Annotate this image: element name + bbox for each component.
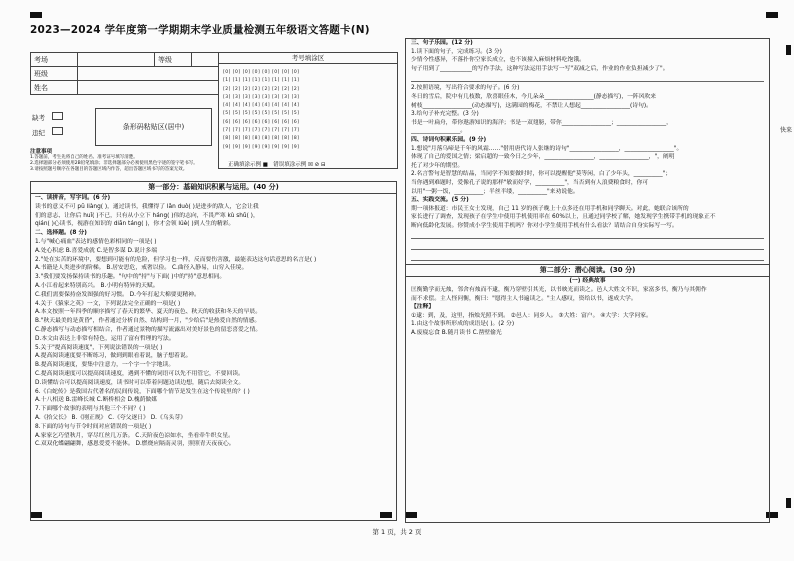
q3-line-9: 书是一叶扁舟，带你遨游知识的海洋；书是一双翅膀，带你_________________；_________________，	[411, 119, 672, 126]
barcode-label: 条形码粘贴区(居中)	[122, 123, 185, 131]
q2-line-15: B.提高阅读速度，要集中注意力，一个字一个字地读。	[35, 362, 175, 369]
q2-line-18: 6.《白蛇传》是我国古代著名的民间传说，下面哪个情节是发生在这个传说里的？( )	[35, 388, 250, 395]
reading-line-2: 而不求偿。主人怪问衡，衡曰："愿得主人书遍读之。"主人感叹，资给以书，遂成大学。	[411, 295, 637, 302]
q3-line-6: 冬日的雪后，院中有几枝数，欣喜眼佳木，今几朵朵_________________(静态描写)，一阵风吹来	[411, 93, 657, 100]
label-exam-room: 考场	[31, 53, 78, 67]
notes-heading: 【注释】	[411, 304, 435, 311]
reading-line-5: A.废寝忘食 B.随月读书 C.凿壁偷光	[411, 330, 502, 337]
field-class[interactable]	[78, 67, 219, 81]
q2-line-21: A.《拾父长》 B.《刚正规》 C.《夸父逐日》 D.《乌头芽》	[35, 414, 186, 421]
exam-number-bubbles[interactable]: [0] [0] [0] [0] [0] [0] [0] [0] [1] [1] [1] [1] [1] [1] [1] [1] [2] [2] [2] [2] [2] [2] [2] [2] [3] [3] [3] [3] [3] [3] [3] [3] [4] [4] [4] [4] [4] [4] [4] [4] [5] [5] [5] [5] [5] [5] [5] [5] [6] [6] [6] [6] [6] [6] [6] [6] [7] [7] [7] [7] [7] [7] [7] [7] [8] [8] [8] [8] [8] [8] [8] [8] [9] [9] [9] [9] [9] [9] [9] [9]	[223, 70, 300, 150]
q2-line-10: B."秋天最美的是黄昏"，作者通过分析自然、结构到一月，"少给后"是热爱自然的情感。	[35, 318, 261, 325]
part-one-title: 第一部分：基础知识积累与运用。(40 分)	[31, 182, 396, 194]
label-absent: 缺考	[32, 114, 45, 122]
reading-line-4: 1.由这个故事所形成的成语是( )。(2 分)	[411, 321, 515, 328]
q2-line-7: C.我们需要保持奋发图强的好习惯。 D.今年打起大棉要更精神。	[35, 291, 200, 298]
notes-title: 注意事项	[30, 149, 53, 155]
violation-checkbox[interactable]	[52, 127, 63, 135]
margin-note: 快来	[780, 127, 793, 134]
q2-line-12: D.本文由表达上非常有特色，运用了富有哲理的写法。	[35, 335, 175, 342]
part-two-title: 第二部分：潜心阅读。(30 分)	[406, 264, 769, 277]
q2-line-16: C.提高阅读速度可以提高阅读速度，遇到不懂的词语可以先不用管它，不要回读。	[35, 370, 244, 377]
exam-number-header: 考号填涂区	[219, 53, 397, 64]
q2-line-1: 1.与"喊心痛血"表达的感情色彩相同的一项是( )	[35, 238, 157, 245]
q4-line-4: 2.名言警句是智慧的结晶，当同学不知要做时时，你可以提醒他"莫等闲，白了少年头，__________"；	[411, 171, 672, 178]
notes-3: 3.请按照题号顺序在各题目的答题区域内作答，超出答题区域书写的答案无效。	[30, 167, 188, 172]
label-violation: 违纪	[32, 129, 45, 137]
side-mark-bottom-r	[786, 498, 791, 508]
q2-line-3: 2."处在实苦的环境中，要想到可能有的危险，但学习也一样，反而要伤害激，最能表达这句话意思的名言是( )	[35, 256, 317, 263]
answer-line[interactable]	[411, 241, 764, 250]
field-exam-room[interactable]	[78, 53, 155, 67]
q3-line-5: 2.按照语境，写出符合要求的句子。(6 分)	[411, 85, 520, 92]
q3-heading: 三、句子乐园。(12 分)	[411, 40, 473, 46]
q1-heading: 一、读拼音，写字词。(6 分)	[35, 195, 111, 201]
q2-line-14: A.提高阅读速度要不断练习，做到到眼看着说，脑子想着说。	[35, 353, 192, 360]
q5-line-2: 家长进行了调查，发现孩子在学生中使用手机使用率在 60%以上，且通过同学校了解，她发现学生携带手机的现象正不	[411, 214, 716, 221]
label-class: 班级	[31, 67, 78, 81]
q2-line-19: A.十八相送 B.雷峰长城 C.断桥相会 D.槐荫做媒	[35, 397, 158, 404]
side-mark-top-r	[786, 45, 791, 55]
right-column	[405, 38, 770, 523]
q3-line-2: 少情今性感异，不落扑你空家长成立，也不该撞入麻烦材料吃饱饿。	[411, 57, 585, 64]
q3-line-1: 1.读下面的句子，完成练习。(3 分)	[411, 48, 502, 55]
reading-line-1: 匡衡勤学而无烛，邻舍有烛而不逮，衡乃穿壁引其光，以书映光而读之。邑人大姓文不识，家富多书，衡乃与其佣作	[411, 287, 707, 294]
q4-line-2: 体现了自己的爱国之情；梁启超的一致今日之少年，_________________，_________________，"，阐明	[411, 154, 675, 161]
q4-line-1: 1.想说"月落乌啼是千年的风霜……"借用唐代诗人张继的诗句"_________________，_________________"。	[411, 145, 683, 152]
corner-mark-tl	[30, 12, 42, 18]
q1-line-1: 读书的意义不可 pū liàng( )，通过读书，我懂得了 lǎn duò( )是进步的敌人，它会让我	[35, 203, 259, 210]
notes-2: 2.选择题部分必须使用2B铅笔填涂；非选择题部分必须使用黑色字迹的签字笔书写。	[30, 161, 198, 166]
q3-line-7: 树枝_________________(动态描写)，这满园的梅花，不禁让人想起_________________(诗句)。	[411, 102, 652, 109]
notes	[30, 149, 215, 173]
q3-line-3: 句子用到了___________的写作手法，这种写法运用手法写一写"双减之后，作业的作业负担减少了"。	[411, 65, 669, 72]
q5-line-3: 断向低龄化发展。你赞成小学生使用手机吗？你对小学生使用手机有什么看法？请结合自身实际写一写。	[411, 222, 678, 229]
reading-one-title: (一) 经典故事	[569, 278, 606, 285]
exam-number-box	[218, 52, 398, 169]
q5-line-1: 期一项体报道：市民王女士发现，自己 11 岁的孩子晚上十点多还在用手机和同学聊天。对此，她联合该所的	[411, 205, 689, 212]
q2-heading: 二、选择题。(8 分)	[35, 230, 87, 237]
q4-line-6: 以用"一粥一饭，__________；半丝半缕，__________"来劝说他。	[411, 188, 579, 195]
fill-demo: 正确填涂示例 ■ 错误填涂示例 ☒ ⊘ ⊟	[228, 162, 326, 168]
answer-line[interactable]	[411, 252, 764, 261]
absent-checkbox[interactable]	[52, 112, 63, 120]
barcode-area	[95, 108, 212, 146]
q4-line-3: 托了对少年的期望。	[411, 162, 464, 169]
page-title: 2023—2024 学年度第一学期期末学业质量检测五年级语文答题卡(N)	[30, 24, 370, 36]
field-name[interactable]	[78, 81, 219, 95]
label-name: 姓名	[31, 81, 78, 95]
q5-heading: 五、实践交流。(5 分)	[411, 197, 469, 204]
q2-line-4: A.书籍是人类进步的阶梯。 B.居安思危，戒奢以俭。 C.曲径入静易，山穷入佳境。	[35, 265, 248, 272]
info-table	[30, 52, 219, 95]
left-column	[30, 48, 397, 523]
answer-line[interactable]	[411, 73, 764, 82]
answer-line[interactable]	[411, 230, 764, 239]
q2-line-13: 5.关于"提高阅读速度"，下列说法错误的一项是( )	[35, 344, 163, 351]
q2-line-17: D.读懂结合可以提高阅读速度，读书时可以带着问题边读边想，随后去阅读全文。	[35, 379, 245, 386]
q2-line-2: A.处心积虑 B.喜爱成就 C.是智多谋 D.说计多端	[35, 247, 158, 254]
corner-mark-tr	[766, 12, 778, 18]
q2-line-23: A.家家乞巧望秋月，穿尽红丝几万条。 C.天阶夜色凉如水，坐看牵牛织女星。	[35, 432, 234, 439]
correct-fill-label: 正确填涂示例	[228, 162, 262, 168]
q4-heading: 四、诗词句积累乐园。(9 分)	[411, 136, 487, 143]
part-one	[30, 181, 397, 521]
q1-line-2: 们的意志、让你后 huǐ( )不已，只有从小立下 háng( )伟的志向，不畏严寒 kù shǔ( )，	[35, 212, 259, 219]
field-grade[interactable]	[192, 53, 219, 67]
q2-line-9: A.本文按照一年四季的顺序描写了春天的繁华、夏天的夜色、秋天的收获和冬天的早晨。	[35, 309, 261, 316]
page-footer: 第 1 页，共 2 页	[372, 528, 422, 536]
q3-line-8: 3.给句子补充完整。(3 分)	[411, 111, 479, 118]
reading-line-3: ①逮：到，及，这里，指烛光照不到。 ②邑人：同乡人。 ③大姓：富户。 ④大学：大学问家。	[411, 312, 652, 319]
q3-line-10: _________________。	[411, 128, 467, 135]
q2-line-20: 7.下面哪个故事的表明与其他三个不同？( )	[35, 406, 146, 413]
q2-line-22: 8.下面的诗句与节令时间对应错误的一项是( )	[35, 423, 152, 430]
label-grade: 等级	[155, 53, 192, 67]
q4-line-5: 当你遇到难题时，爱像孔子说的那样"敏而好学，__________"，当否到有人浪费粮食时，你可	[411, 179, 649, 186]
q2-line-5: 3."我们要发扬保持读书的乐趣。"句中的"持"与下面( )中的"持"意思相同。	[35, 274, 226, 281]
q2-line-8: 4.关于《猿家之英》一文，下列说法完全正确的一项是( )	[35, 300, 181, 307]
notes-1: 1.答题前，考生先将自己的姓名、准考证号填写清楚。	[30, 155, 138, 160]
q1-line-3: qián( )心读书，视游在知识的 diān táng( )，你才会领 lüè( )到人生的精彩。	[35, 221, 235, 228]
q2-line-24: C.双双化蝶翩翩舞，感恩爱爱不能休。 D.燃烧应隔南灵羽，照照青天夜夜心。	[35, 441, 235, 448]
q2-line-6: A.小江看起来特别高兴。 B.小明有特异的天赋。	[35, 282, 159, 289]
q2-line-11: C.静态描写与动态描写相结合，作者通过景物的描写流露出对美好景色的留恋喜爱之情。	[35, 326, 262, 333]
wrong-fill-label: 错误填涂示例	[273, 162, 307, 168]
